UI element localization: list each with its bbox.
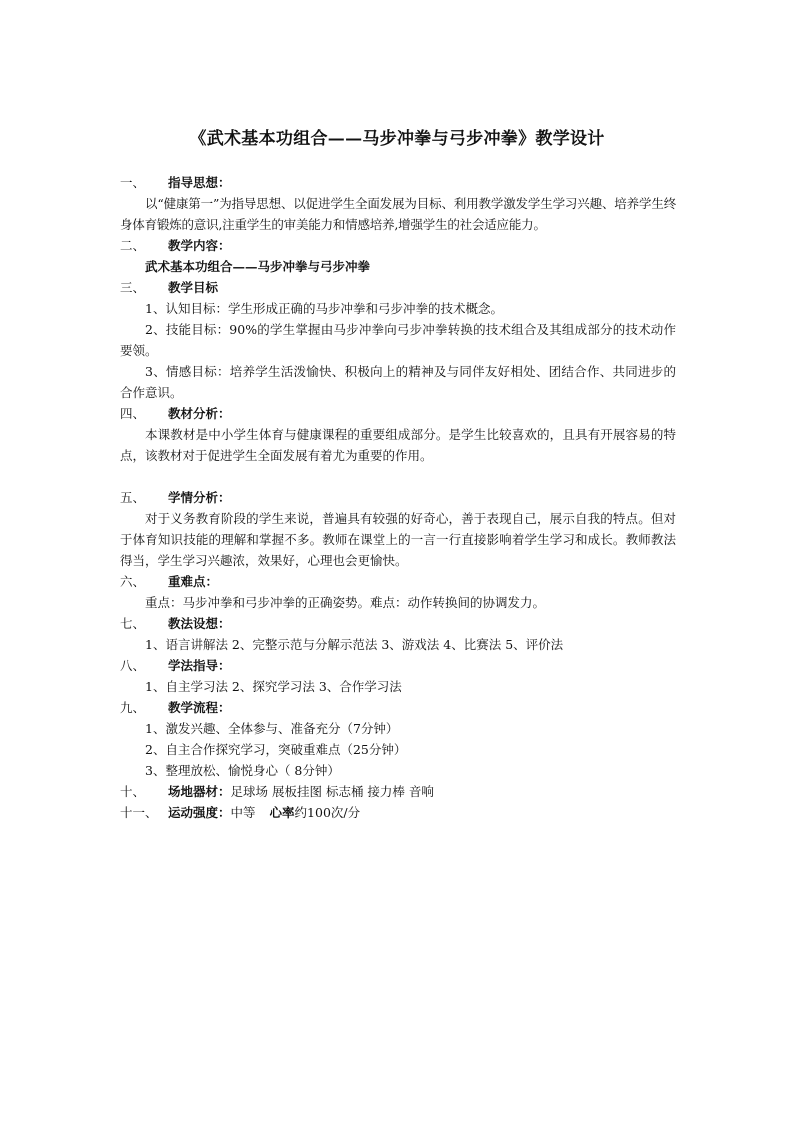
section-7-heading — [120, 613, 676, 634]
document-title: 《武术基本功组合——马步冲拳与弓步冲拳》教学设计 — [189, 129, 605, 149]
flow-item-3: 3、整理放松、愉悦身心（ 8分钟） — [145, 763, 340, 778]
section-title: 重难点： — [168, 574, 219, 589]
section-5-heading — [120, 487, 676, 508]
section-10-text: 足球场 展板挂图 标志桶 接力棒 音响 — [230, 784, 434, 799]
section-11-text: 中等 — [230, 805, 256, 820]
section-title: 教学内容： — [168, 238, 231, 253]
section-title: 指导思想： — [168, 175, 231, 190]
section-4-heading — [120, 403, 676, 424]
flow-item-1: 1、激发兴趣、全体参与、准备充分（7分钟） — [145, 721, 399, 736]
section-6-heading — [120, 571, 676, 592]
section-title: 学情分析： — [168, 490, 231, 505]
section-number: 十一、 — [120, 805, 158, 820]
section-number: 七、 — [120, 616, 146, 631]
section-1-heading — [120, 172, 676, 193]
section-title: 学法指导： — [168, 658, 231, 673]
flow-item-2: 2、自主合作探究学习，突破重难点（25分钟） — [145, 742, 407, 757]
objective-item-1: 1、认知目标：学生形成正确的马步冲拳和弓步冲拳的技术概念。 — [145, 301, 503, 316]
section-7-text: 1、语言讲解法 2、完整示范与分解示范法 3、游戏法 4、比赛法 5、评价法 — [145, 637, 564, 652]
section-2-content: 武术基本功组合——马步冲拳与弓步冲拳 — [145, 259, 371, 274]
section-10-heading — [120, 781, 676, 802]
section-4-text: 本课教材是中小学生体育与健康课程的重要组成部分。是学生比较喜欢的，且具有开展容易的特点，该教材对于促进学生全面发展有着尤为重要的作用。 — [120, 427, 676, 463]
heart-rate-value: 约100次/分 — [294, 805, 361, 820]
section-title: 教学流程： — [168, 700, 231, 715]
heart-rate-label: 心率 — [269, 805, 295, 820]
section-number: 三、 — [120, 280, 146, 295]
document-body — [120, 172, 676, 823]
section-title: 教学目标 — [168, 280, 219, 295]
spacer — [120, 466, 676, 487]
section-number: 八、 — [120, 658, 146, 673]
section-number: 六、 — [120, 574, 146, 589]
section-5-text: 对于义务教育阶段的学生来说，普遍具有较强的好奇心，善于表现自己，展示自我的特点。但对于体育知识技能的理解和掌握不多。教师在课堂上的一言一行直接影响着学生学习和成长。教师教法得当，学生学习兴趣浓，效果好，心理也会更愉快。 — [120, 511, 676, 568]
section-title: 教材分析： — [168, 406, 231, 421]
section-number: 五、 — [120, 490, 146, 505]
section-number: 二、 — [120, 238, 146, 253]
section-2-heading — [120, 235, 676, 256]
section-number: 四、 — [120, 406, 146, 421]
objective-item-2: 2、技能目标：90%的学生掌握由马步冲拳向弓步冲拳转换的技术组合及其组成部分的技术动作要领。 — [120, 322, 676, 358]
section-11-heading — [120, 802, 676, 823]
section-3-heading — [120, 277, 676, 298]
section-number: 十、 — [120, 784, 146, 799]
section-1-text: 以“健康第一”为指导思想、以促进学生全面发展为目标、利用教学激发学生学习兴趣、培养学生终身体育锻炼的意识,注重学生的审美能力和情感培养,增强学生的社会适应能力。 — [120, 196, 676, 232]
objective-item-3: 3、情感目标：培养学生活泼愉快、积极向上的精神及与同伴友好相处、团结合作、共同进步的合作意识。 — [120, 364, 676, 400]
section-9-heading — [120, 697, 676, 718]
section-8-heading — [120, 655, 676, 676]
section-number: 一、 — [120, 175, 146, 190]
section-8-text: 1、自主学习法 2、探究学习法 3、合作学习法 — [145, 679, 402, 694]
section-title: 场地器材： — [168, 784, 231, 799]
section-6-text: 重点：马步冲拳和弓步冲拳的正确姿势。难点：动作转换间的协调发力。 — [145, 595, 546, 610]
section-title: 教法设想： — [168, 616, 231, 631]
section-number: 九、 — [120, 700, 146, 715]
section-title: 运动强度： — [168, 805, 231, 820]
